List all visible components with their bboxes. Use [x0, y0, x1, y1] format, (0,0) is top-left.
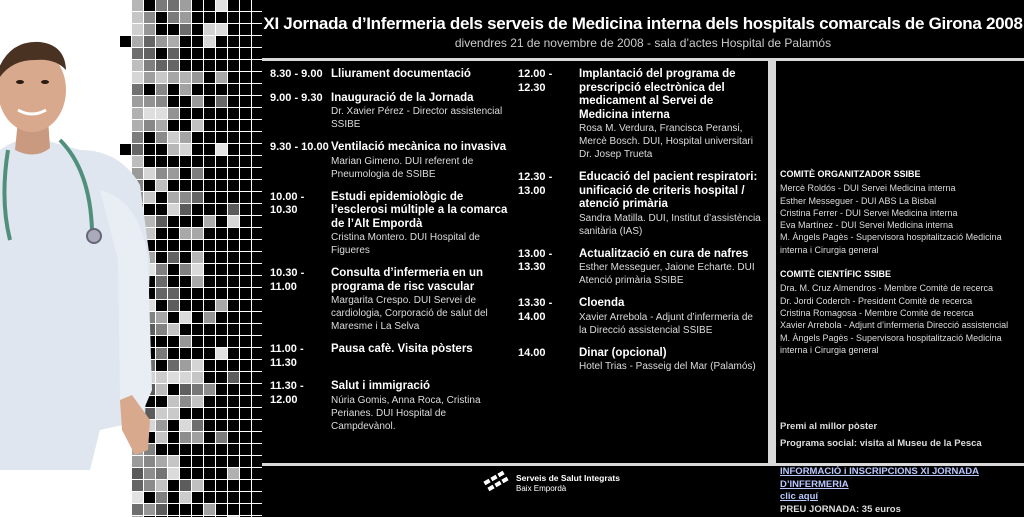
committee-member: Cristina Ferrer - DUI Servei Medicina interna: [780, 207, 958, 218]
program-entry: [518, 248, 763, 288]
program-entry: [518, 68, 763, 161]
entry-title: Ventilació mecànica no invasiva: [331, 141, 507, 153]
program-entry: [270, 380, 510, 433]
entry-title: Actualització en cura de nafres: [579, 247, 749, 260]
committee-member: Xavier Arrebola - Adjunt d’infermeria Direcció assistencial: [780, 320, 1009, 331]
entry-detail: Núria Gomis, Anna Roca, Cristina Perianes. DUI Hospital de Campdevànol.: [331, 394, 481, 432]
price-text: PREU JORNADA: 35 euros: [780, 503, 901, 515]
entry-time: 13.00 - 13.30: [518, 247, 553, 273]
entry-detail: Marian Gimeno. DUI referent de Pneumologia de SSIBE: [331, 155, 474, 180]
entry-detail: Esther Messeguer, Jaione Echarte. DUI Atenció primària SSIBE: [579, 262, 755, 286]
entry-time: 8.30 - 9.00: [270, 68, 323, 80]
organizer-committee-title: COMITÈ ORGANITZADOR SSIBE: [780, 169, 921, 179]
entry-detail: Rosa M. Verdura, Francisca Peransi, Mercè Bosch. DUI, Hospital universitari Dr. Josep Trueta: [579, 123, 753, 160]
committee-member: Cristina Romagosa - Membre Comitè de recerca: [780, 307, 974, 318]
page-title: XI Jornada d’Infermeria dels serveis de Medicina interna dels hospitals comarcals de Girona 2008: [263, 14, 1023, 33]
click-here-link[interactable]: clic aquí: [780, 491, 819, 502]
entry-time: 9.00 - 9.30: [270, 91, 323, 104]
logo-line2: Baix Empordà: [516, 483, 567, 493]
info-link[interactable]: INFORMACIÓ i INSCRIPCIONS XI JORNADA D’INFERMERIA: [780, 466, 979, 490]
entry-time: 9.30 - 10.00: [270, 141, 329, 153]
entry-detail: Xavier Arrebola - Adjunt d’infermeria de la Direcció assistencial SSIBE: [579, 311, 753, 336]
program-entry: [270, 92, 510, 132]
committee-member: Eva Martínez - DUI Servei Medicina interna: [780, 220, 954, 231]
program-entry: [518, 347, 763, 374]
extras: [780, 418, 982, 452]
committees: [780, 168, 1024, 356]
entry-time: 14.00: [518, 346, 546, 359]
program-entry: [270, 343, 510, 370]
committee-member: Dra. M. Cruz Almendros - Membre Comitè de recerca: [780, 283, 994, 294]
hero-photo: [0, 0, 262, 517]
entry-detail: Dr. Xavier Pérez - Director assistencial SSIBE: [331, 106, 503, 130]
committee-member: Mercè Roldós - DUI Servei Medicina interna: [780, 183, 956, 194]
entry-title: Implantació del programa de prescripció electrònica del medicament al Servei de Medicina interna: [579, 68, 736, 121]
program-entry: [518, 297, 763, 337]
logo-line1: Serveis de Salut Integrats: [516, 472, 620, 483]
entry-title: Inauguració de la Jornada: [331, 91, 474, 104]
entry-title: Estudi epidemiològic de l’esclerosi múltiple a la comarca de l’Alt Empordà: [331, 190, 508, 230]
social-program-text: Programa social: visita al Museu de la Pesca: [780, 438, 982, 449]
doctor-illustration: [0, 0, 262, 517]
program-entry: [270, 267, 510, 333]
program-column-afternoon: [518, 68, 763, 383]
entry-time: 11.30 - 12.00: [270, 380, 304, 406]
entry-time: 10.00 - 10.30: [270, 190, 305, 216]
entry-time: 12.00 - 12.30: [518, 68, 553, 94]
column-divider: [768, 58, 776, 466]
ssibe-logo: [482, 470, 620, 496]
entry-detail: Margarita Crespo. DUI Servei de cardiologia, Corporació de salut del Maresme i La Selva: [331, 295, 488, 332]
registration-info: [780, 466, 1024, 516]
entry-title: Salut i immigració: [331, 380, 431, 392]
program-entry: [270, 68, 510, 82]
entry-detail: Sandra Matilla. DUI, Institut d’assistència sanitària (IAS): [579, 212, 761, 237]
entry-title: Cloenda: [579, 297, 625, 309]
program-entry: [518, 171, 763, 238]
entry-time: 10.30 - 11.00: [270, 267, 305, 293]
committee-member: M. Àngels Pagès - Supervisora hospitalització Medicina interna i Cirurgia general: [780, 232, 1002, 255]
program-column-morning: [270, 68, 510, 443]
page-subtitle: divendres 21 de novembre de 2008 - sala d’actes Hospital de Palamós: [454, 36, 832, 50]
prize-text: Premi al millor pòster: [780, 421, 878, 432]
committee-member: Dr. Jordi Coderch - President Comitè de recerca: [780, 295, 973, 306]
organizer-committee-list: [780, 182, 1024, 256]
committee-member: M. Àngels Pagès - Supervisora hospitalització Medicina interna i Cirurgia general: [780, 332, 1002, 355]
committee-member: Esther Messeguer - DUI ABS La Bisbal: [780, 195, 937, 206]
program-entry: [270, 141, 510, 181]
entry-title: Consulta d’infermeria en un programa de risc vascular: [331, 267, 484, 293]
entry-detail: Hotel Trias - Passeig del Mar (Palamós): [579, 361, 756, 372]
program-entry: [270, 191, 510, 258]
entry-time: 11.00 - 11.30: [270, 343, 304, 369]
entry-time: 13.30 - 14.00: [518, 297, 553, 323]
entry-title: Dinar (opcional): [579, 346, 667, 359]
entry-time: 12.30 - 13.00: [518, 171, 553, 197]
scientific-committee-list: [780, 282, 1024, 356]
entry-title: Lliurament documentació: [331, 68, 471, 80]
entry-title: Pausa cafè. Visita pòsters: [331, 343, 473, 355]
entry-title: Educació del pacient respiratori: unificació de criteris hospital / atenció primària: [579, 171, 758, 210]
header: [262, 0, 1024, 60]
ssibe-logo-icon: [482, 470, 512, 496]
entry-detail: Cristina Montero. DUI Hospital de Figueres: [331, 232, 480, 256]
scientific-committee-title: COMITÈ CIENTÍFIC SSIBE: [780, 269, 892, 280]
